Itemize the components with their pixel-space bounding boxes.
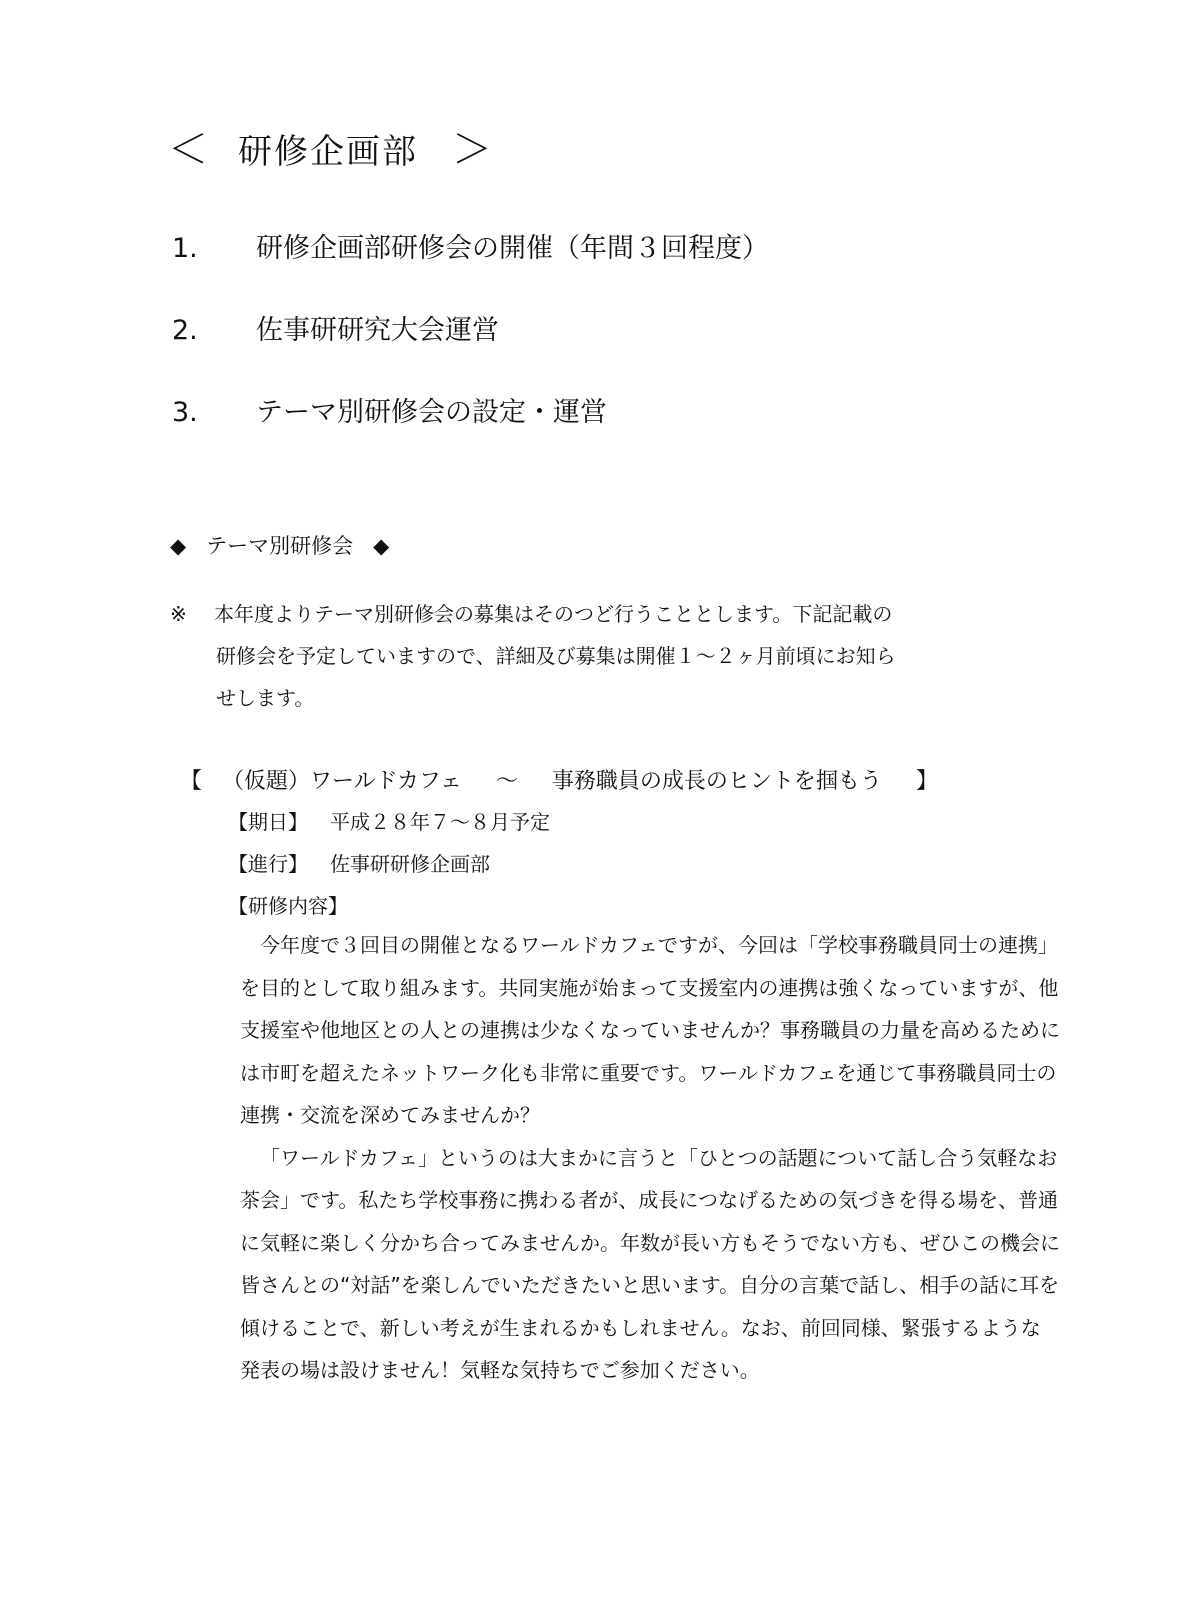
diamond-bullet-icon: ◆ [373,534,390,558]
event-lead-row [228,848,490,877]
list-item [172,226,769,265]
event-lead-label: 【進行】 [228,852,308,876]
event-title-main: 事務職員の成長のヒントを掴もう [551,769,882,794]
title-text: 研修企画部 [238,132,418,172]
section-title: テーマ別研修会 [206,534,354,558]
list-item-text: 研修企画部研修会の開催（年間３回程度） [256,233,769,264]
note-mark-icon: ※ [170,602,187,626]
list-item-number: 3. [172,397,198,428]
event-title-tilde: ～ [495,769,518,794]
list-item-number: 2. [172,315,198,346]
event-title-prefix: （仮題）ワールドカフェ [222,769,462,794]
event-lead-value: 佐事研研修企画部 [330,852,490,876]
list-item-text: テーマ別研修会の設定・運営 [256,397,607,428]
event-title [180,764,938,795]
note-line: 研修会を予定していますので、詳細及び募集は開催１～２ヶ月前頃にお知ら [216,644,896,668]
note-line: せします。 [216,686,315,710]
list-item-text: 佐事研研究大会運営 [256,315,499,346]
event-bracket-close: 】 [915,769,938,794]
list-item [172,390,607,429]
event-paragraph: 「ワールドカフェ」というのは大まかに言うと「ひとつの話題について話し合う気軽なお茶会」です。私たち学校事務に携わる者が、成長につなげるための気づきを得る場を、普通に気軽に楽しく分かち合ってみませんか。年数が長い方もそうでない方も、ぜひこの機会に皆さんとの“対話”を楽しんでいただきたいと思います。自分の言葉で話し、相手の話に耳を傾けることで、新しい考えが生まれるかもしれません。なお、前回同様、緊張するような発表の場は設けません！気軽な気持ちでご参加ください。 [240,1145,1060,1382]
event-paragraph: 今年度で３回目の開催となるワールドカフェですが、今回は「学校事務職員同士の連携」を目的として取り組みます。共同実施が始まって支援室内の連携は強くなっていますが、他支援室や他地区との人との連携は少なくなっていませんか？事務職員の力量を高めるためには市町を超えたネットワーク化も非常に重要です。ワールドカフェを通じて事務職員同士の連携・交流を深めてみませんか？ [240,933,1060,1127]
event-date-row [228,806,550,835]
event-date-value: 平成２８年７～８月予定 [330,810,550,834]
event-date-label: 【期日】 [228,810,308,834]
title-open-bracket: ＜ [168,127,210,173]
event-bracket-open: 【 [180,769,203,794]
page-title [168,118,494,175]
title-close-bracket: ＞ [452,127,494,173]
note-line: 本年度よりテーマ別研修会の募集はそのつど行うこととします。下記記載の [214,602,893,626]
diamond-bullet-icon: ◆ [170,534,187,558]
section-heading [170,530,389,560]
event-content-label: 【研修内容】 [228,894,348,918]
event-content-body [240,924,1060,1392]
note-first-line [170,598,892,627]
list-item-number: 1. [172,233,198,264]
list-item [172,308,499,347]
